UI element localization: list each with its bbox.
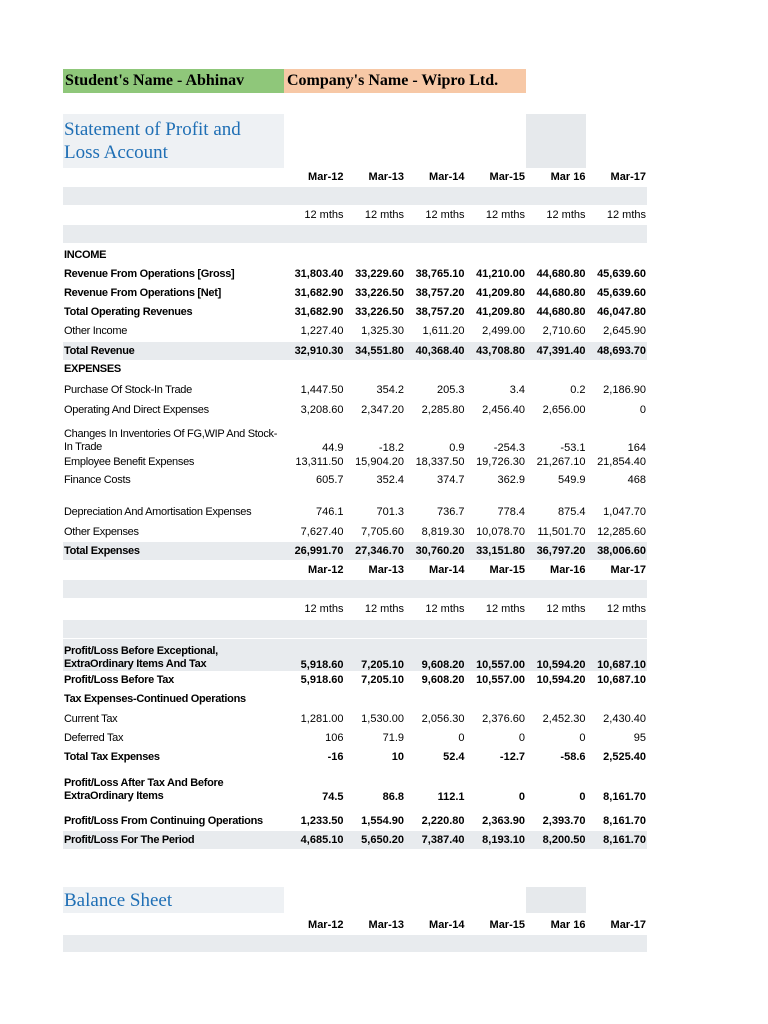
- table-row: [63, 265, 647, 283]
- value-cell[interactable]: 5,918.60: [300, 674, 344, 686]
- value-cell[interactable]: 12,285.60: [597, 526, 646, 538]
- row-label-cell[interactable]: Revenue From Operations [Net]: [64, 286, 221, 299]
- value-cell[interactable]: 354.2: [376, 384, 404, 396]
- company-name-cell[interactable]: Company's Name - Wipro Ltd.: [284, 69, 526, 93]
- value-cell[interactable]: 31,682.90: [294, 287, 344, 299]
- value-cell[interactable]: 33,151.80: [476, 545, 525, 557]
- value-cell[interactable]: 7,205.10: [361, 659, 404, 671]
- period-cell[interactable]: Mar-15: [489, 564, 525, 576]
- value-cell[interactable]: 549.9: [557, 474, 586, 486]
- value-cell[interactable]: 1,047.70: [603, 506, 646, 518]
- value-cell[interactable]: 9,608.20: [421, 659, 465, 671]
- table-row: [63, 671, 647, 689]
- value-cell[interactable]: 2,376.60: [482, 713, 525, 725]
- period-cell[interactable]: Mar-13: [368, 919, 404, 931]
- period-cell[interactable]: Mar-12: [308, 919, 344, 931]
- value-cell[interactable]: 95: [633, 732, 646, 744]
- pl-period-header-row: [63, 168, 647, 186]
- value-cell[interactable]: 74.5: [322, 791, 344, 803]
- value-cell[interactable]: 374.7: [436, 474, 465, 486]
- value-cell[interactable]: 10,078.70: [476, 526, 525, 538]
- value-cell[interactable]: 875.4: [557, 506, 586, 518]
- row-label-cell[interactable]: Finance Costs: [64, 473, 131, 486]
- value-cell[interactable]: -12.7: [499, 751, 525, 763]
- table-row: [63, 710, 647, 728]
- value-cell[interactable]: 8,161.70: [603, 791, 646, 803]
- table-row: [63, 401, 647, 419]
- blank-band: [63, 620, 647, 638]
- value-cell[interactable]: 8,161.70: [603, 815, 646, 827]
- table-row: [63, 342, 647, 360]
- bs-period-header-row: [63, 916, 647, 934]
- months-cell[interactable]: 12 mths: [364, 209, 404, 221]
- period-cell[interactable]: Mar 16: [550, 171, 586, 183]
- table-row: [63, 748, 647, 766]
- table-row: [63, 639, 647, 671]
- pl-title-line1: Statement of Profit and: [64, 119, 241, 140]
- row-label-cell[interactable]: Profit/Loss After Tax And Before ExtraOrdinary Items: [64, 777, 224, 802]
- value-cell[interactable]: 33,226.50: [355, 287, 404, 299]
- value-cell[interactable]: 7,387.40: [421, 834, 465, 846]
- value-cell[interactable]: 352.4: [376, 474, 404, 486]
- value-cell[interactable]: 205.3: [436, 384, 465, 396]
- pl-section-title[interactable]: [63, 114, 284, 168]
- value-cell[interactable]: 40,368.40: [415, 345, 465, 357]
- table-row: [63, 503, 647, 521]
- table-row: [63, 361, 647, 377]
- table-row: [63, 812, 647, 830]
- value-cell[interactable]: 0: [518, 791, 525, 803]
- row-label-cell[interactable]: Operating And Direct Expenses: [64, 403, 209, 416]
- value-cell[interactable]: 18,337.50: [415, 456, 465, 468]
- period-cell[interactable]: Mar-15: [489, 919, 525, 931]
- table-row: [63, 729, 647, 747]
- value-cell[interactable]: 71.9: [382, 732, 404, 744]
- value-cell[interactable]: 9,608.20: [421, 674, 465, 686]
- months-cell[interactable]: 12 mths: [304, 603, 344, 615]
- value-cell[interactable]: 8,161.70: [603, 834, 646, 846]
- value-cell[interactable]: 10,594.20: [536, 659, 586, 671]
- value-cell[interactable]: 468: [627, 474, 646, 486]
- value-cell[interactable]: 2,056.30: [421, 713, 465, 725]
- row-label-cell[interactable]: Total Tax Expenses: [64, 750, 160, 763]
- value-cell[interactable]: 1,233.50: [300, 815, 344, 827]
- row-label-cell[interactable]: Profit/Loss Before Tax: [64, 673, 174, 686]
- months-row: [63, 206, 647, 224]
- row-label-cell[interactable]: Tax Expenses-Continued Operations: [64, 692, 246, 705]
- period-cell[interactable]: Mar-17: [610, 171, 646, 183]
- months-cell[interactable]: 12 mths: [425, 603, 465, 615]
- value-cell[interactable]: 362.9: [497, 474, 525, 486]
- value-cell[interactable]: 778.4: [497, 506, 525, 518]
- period-cell[interactable]: Mar-17: [610, 919, 646, 931]
- table-row: [63, 542, 647, 560]
- months-cell[interactable]: 12 mths: [485, 603, 525, 615]
- blank-band: [63, 935, 647, 952]
- value-cell[interactable]: 19,726.30: [476, 456, 525, 468]
- value-cell[interactable]: 38,006.60: [597, 545, 646, 557]
- value-cell[interactable]: -16: [327, 751, 344, 763]
- value-cell[interactable]: 2,499.00: [482, 325, 525, 337]
- value-cell[interactable]: 736.7: [436, 506, 465, 518]
- value-cell[interactable]: 2,525.40: [603, 751, 646, 763]
- value-cell[interactable]: 44.9: [322, 442, 344, 454]
- table-row: [63, 471, 647, 489]
- value-cell[interactable]: 10,557.00: [476, 659, 525, 671]
- row-label-cell[interactable]: Total Expenses: [64, 544, 140, 557]
- value-cell[interactable]: -58.6: [560, 751, 586, 763]
- months-cell[interactable]: 12 mths: [546, 603, 586, 615]
- value-cell[interactable]: 47,391.40: [536, 345, 586, 357]
- value-cell[interactable]: 746.1: [315, 506, 344, 518]
- row-label-cell[interactable]: Total Operating Revenues: [64, 305, 193, 318]
- period-cell[interactable]: Mar-17: [610, 564, 646, 576]
- pl-title-line2: Loss Account: [64, 142, 168, 163]
- value-cell[interactable]: 2,186.90: [603, 384, 646, 396]
- value-cell[interactable]: 38,765.10: [415, 268, 465, 280]
- value-cell[interactable]: -254.3: [493, 442, 525, 454]
- value-cell[interactable]: 33,229.60: [355, 268, 404, 280]
- value-cell[interactable]: 10,594.20: [536, 674, 586, 686]
- value-cell[interactable]: 45,639.60: [597, 287, 646, 299]
- months-cell[interactable]: 12 mths: [485, 209, 525, 221]
- period-cell[interactable]: Mar-14: [429, 171, 465, 183]
- value-cell[interactable]: 10,687.10: [597, 674, 646, 686]
- months-cell[interactable]: 12 mths: [606, 209, 646, 221]
- value-cell[interactable]: 1,281.00: [300, 713, 344, 725]
- value-cell[interactable]: 31,803.40: [294, 268, 344, 280]
- months-cell[interactable]: 12 mths: [606, 603, 646, 615]
- value-cell[interactable]: 41,210.00: [476, 268, 525, 280]
- table-row: [63, 523, 647, 541]
- row-label-cell[interactable]: Revenue From Operations [Gross]: [64, 267, 235, 280]
- months-cell[interactable]: 12 mths: [546, 209, 586, 221]
- table-row: [63, 322, 647, 340]
- value-cell[interactable]: -53.1: [560, 442, 586, 454]
- row-label-cell[interactable]: INCOME: [64, 248, 107, 261]
- bs-section-title[interactable]: Balance Sheet: [63, 887, 284, 913]
- value-cell[interactable]: 44,680.80: [536, 287, 586, 299]
- value-cell[interactable]: 8,819.30: [421, 526, 465, 538]
- value-cell[interactable]: 0: [579, 732, 586, 744]
- value-cell[interactable]: 41,209.80: [476, 306, 525, 318]
- value-cell[interactable]: 2,220.80: [421, 815, 465, 827]
- row-label-cell[interactable]: Total Revenue: [64, 344, 135, 357]
- value-cell[interactable]: 10: [391, 751, 404, 763]
- blank-band: [63, 225, 647, 243]
- value-cell[interactable]: 15,904.20: [355, 456, 404, 468]
- row-label-cell[interactable]: Purchase Of Stock-In Trade: [64, 383, 192, 396]
- value-cell[interactable]: 2,347.20: [361, 404, 404, 416]
- value-cell[interactable]: 38,757.20: [415, 306, 465, 318]
- table-row: [63, 284, 647, 302]
- value-cell[interactable]: 45,639.60: [597, 268, 646, 280]
- row-label-cell[interactable]: Other Expenses: [64, 525, 139, 538]
- value-cell[interactable]: 43,708.80: [476, 345, 525, 357]
- value-cell[interactable]: 1,554.90: [361, 815, 404, 827]
- value-cell[interactable]: 5,918.60: [300, 659, 344, 671]
- period-cell[interactable]: Mar-13: [368, 564, 404, 576]
- header-gray-cell: [526, 887, 586, 913]
- value-cell[interactable]: 2,645.90: [603, 325, 646, 337]
- value-cell[interactable]: 0: [458, 732, 465, 744]
- value-cell[interactable]: 10,557.00: [476, 674, 525, 686]
- value-cell[interactable]: 21,267.10: [536, 456, 586, 468]
- value-cell[interactable]: 1,611.20: [422, 325, 465, 337]
- value-cell[interactable]: 0: [518, 732, 525, 744]
- value-cell[interactable]: 32,910.30: [294, 345, 344, 357]
- row-label-cell[interactable]: Depreciation And Amortisation Expenses: [64, 505, 252, 518]
- value-cell[interactable]: 4,685.10: [300, 834, 344, 846]
- value-cell[interactable]: 605.7: [315, 474, 344, 486]
- value-cell[interactable]: 0.2: [570, 384, 586, 396]
- value-cell[interactable]: 31,682.90: [294, 306, 344, 318]
- value-cell[interactable]: 36,797.20: [536, 545, 586, 557]
- period-cell[interactable]: Mar-16: [550, 564, 586, 576]
- value-cell[interactable]: 5,650.20: [361, 834, 404, 846]
- value-cell[interactable]: 2,452.30: [542, 713, 586, 725]
- value-cell[interactable]: 1,325.30: [361, 325, 404, 337]
- value-cell[interactable]: 21,854.40: [597, 456, 646, 468]
- table-row: [63, 420, 647, 454]
- value-cell[interactable]: 13,311.50: [295, 456, 344, 468]
- value-cell[interactable]: 10,687.10: [597, 659, 646, 671]
- value-cell[interactable]: 41,209.80: [476, 287, 525, 299]
- row-label-cell[interactable]: EXPENSES: [64, 362, 121, 375]
- period-cell[interactable]: Mar-13: [368, 171, 404, 183]
- value-cell[interactable]: 86.8: [382, 791, 404, 803]
- value-cell[interactable]: 8,193.10: [482, 834, 525, 846]
- header-gray-cell: [526, 114, 586, 168]
- blank-band: [63, 580, 647, 598]
- value-cell[interactable]: 44,680.80: [536, 306, 586, 318]
- row-label-cell[interactable]: Changes In Inventories Of FG,WIP And Stock-In Trade: [64, 428, 278, 453]
- value-cell[interactable]: 48,693.70: [597, 345, 646, 357]
- table-row: [63, 767, 647, 803]
- row-label-cell[interactable]: Profit/Loss From Continuing Operations: [64, 814, 263, 827]
- value-cell[interactable]: 2,456.40: [482, 404, 525, 416]
- value-cell[interactable]: 11,501.70: [537, 526, 586, 538]
- months-cell[interactable]: 12 mths: [304, 209, 344, 221]
- row-label-cell[interactable]: Deferred Tax: [64, 731, 124, 744]
- table-row: [63, 381, 647, 399]
- row-label-cell[interactable]: Current Tax: [64, 712, 118, 725]
- table-row: [63, 690, 647, 708]
- row-label-cell[interactable]: Profit/Loss For The Period: [64, 833, 195, 846]
- period-cell[interactable]: Mar-15: [489, 171, 525, 183]
- table-row: [63, 453, 647, 471]
- blank-band: [63, 187, 647, 205]
- period-cell[interactable]: Mar 16: [550, 919, 586, 931]
- period-cell[interactable]: Mar-14: [429, 919, 465, 931]
- value-cell[interactable]: 1,227.40: [300, 325, 344, 337]
- pl-period-header-row-2: [63, 561, 647, 579]
- value-cell[interactable]: 7,205.10: [361, 674, 404, 686]
- value-cell[interactable]: 164: [627, 442, 646, 454]
- value-cell[interactable]: 27,346.70: [355, 545, 404, 557]
- value-cell[interactable]: 44,680.80: [536, 268, 586, 280]
- months-row-2: [63, 599, 647, 619]
- table-row: [63, 246, 647, 264]
- value-cell[interactable]: -18.2: [378, 442, 404, 454]
- table-row: [63, 303, 647, 321]
- period-cell[interactable]: Mar-12: [308, 171, 344, 183]
- value-cell[interactable]: 38,757.20: [415, 287, 465, 299]
- value-cell[interactable]: 3.4: [509, 384, 525, 396]
- months-cell[interactable]: 12 mths: [364, 603, 404, 615]
- value-cell[interactable]: 2,285.80: [421, 404, 465, 416]
- value-cell[interactable]: 2,430.40: [603, 713, 646, 725]
- value-cell[interactable]: 2,363.90: [482, 815, 525, 827]
- value-cell[interactable]: 106: [325, 732, 344, 744]
- value-cell[interactable]: 2,656.00: [542, 404, 586, 416]
- value-cell[interactable]: 33,226.50: [355, 306, 404, 318]
- value-cell[interactable]: 34,551.80: [355, 345, 404, 357]
- row-label-cell[interactable]: Employee Benefit Expenses: [64, 455, 195, 468]
- value-cell[interactable]: 8,200.50: [542, 834, 586, 846]
- value-cell[interactable]: 0.9: [449, 442, 465, 454]
- row-label-cell[interactable]: Other Income: [64, 324, 128, 337]
- value-cell[interactable]: 7,627.40: [300, 526, 344, 538]
- months-cell[interactable]: 12 mths: [425, 209, 465, 221]
- value-cell[interactable]: 7,705.60: [361, 526, 404, 538]
- value-cell[interactable]: 2,710.60: [542, 325, 586, 337]
- value-cell[interactable]: 0: [579, 791, 586, 803]
- table-row: [63, 831, 647, 849]
- value-cell[interactable]: 112.1: [437, 791, 465, 803]
- value-cell[interactable]: 3,208.60: [300, 404, 344, 416]
- value-cell[interactable]: 2,393.70: [542, 815, 586, 827]
- period-cell[interactable]: Mar-12: [308, 564, 344, 576]
- value-cell[interactable]: 26,991.70: [294, 545, 344, 557]
- value-cell[interactable]: 701.3: [376, 506, 404, 518]
- value-cell[interactable]: 46,047.80: [597, 306, 646, 318]
- value-cell[interactable]: 0: [639, 404, 646, 416]
- row-label-cell[interactable]: Profit/Loss Before Exceptional, ExtraOrdinary Items And Tax: [64, 645, 218, 670]
- value-cell[interactable]: 1,530.00: [361, 713, 404, 725]
- value-cell[interactable]: 30,760.20: [415, 545, 465, 557]
- period-cell[interactable]: Mar-14: [429, 564, 465, 576]
- student-name-cell[interactable]: Student's Name - Abhinav: [63, 69, 284, 93]
- value-cell[interactable]: 1,447.50: [300, 384, 344, 396]
- value-cell[interactable]: 52.4: [443, 751, 465, 763]
